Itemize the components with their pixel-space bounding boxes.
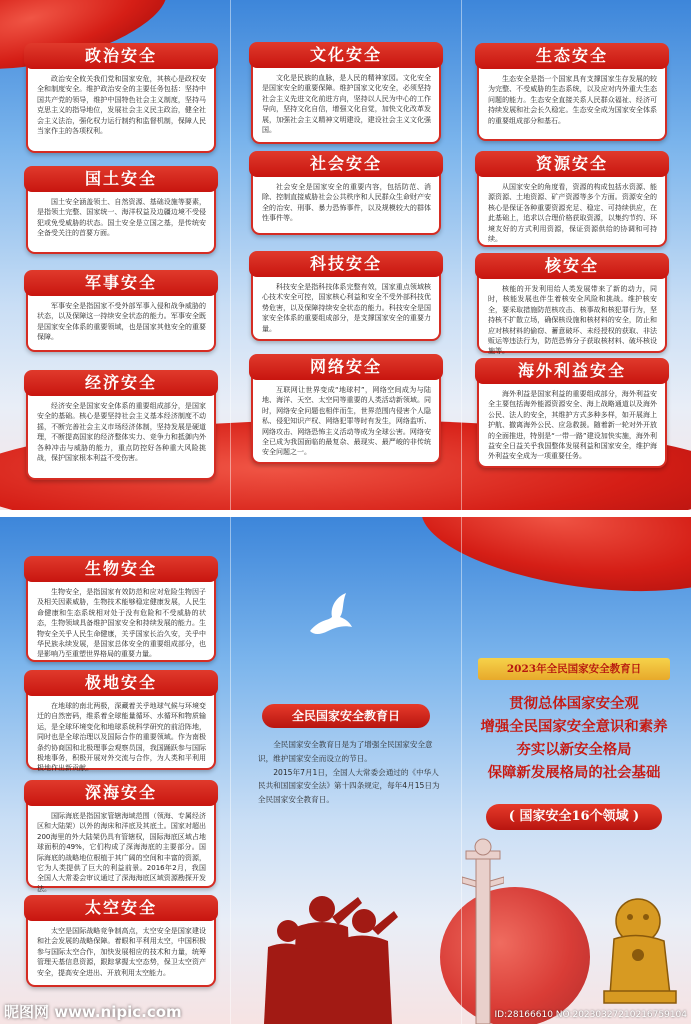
nipic-watermark-id: ID:28166610 NO:20230327210216759104 [494, 1010, 687, 1020]
card-network-security [251, 356, 441, 464]
card-title: 资源安全 [475, 151, 669, 177]
card-territorial-security [26, 168, 216, 254]
card-title: 政治安全 [24, 43, 218, 69]
card-body: 政治安全攸关我们党和国家安危，其核心是政权安全和制度安全。维护政治安全的主要任务包括：坚持中国共产党的领导，维护中国特色社会主义制度，坚持马克思主义的指导地位，发展社会主义民主政治，健全社会主义法治，强化权力运行制约和监督机制，保障人民当家作主的各项权利。 [37, 75, 206, 136]
card-title: 军事安全 [24, 270, 218, 296]
card-ecological-security [477, 45, 667, 141]
card-body: 经济安全是国家安全体系的重要组成部分，是国家安全的基础。核心是要坚持社会主义基本经济制度不动摇，不断完善社会主义市场经济体制，坚持发展是硬道理，不断提高国家的经济整体实力、竞争力和抵御内外各种冲击与威胁的能力，重点防控好各种重大风险挑战，保护国家根本利益不受伤害。 [37, 402, 206, 463]
education-day-text [258, 738, 444, 807]
golden-lion-icon [600, 895, 680, 1005]
slogan-line: 保障新发展格局的社会基础 [487, 764, 661, 781]
education-day-badge: 全民国家安全教育日 [262, 704, 430, 728]
card-resource-security [477, 153, 667, 247]
sheet-divider [0, 510, 691, 517]
card-body: 国土安全涵盖领土、自然资源、基础设施等要素，是指领土完整、国家统一、海洋权益及边疆边境不受侵犯或免受威胁的状态。国土安全是立国之基，是传统安全备受关注的首要方面。 [37, 198, 206, 238]
flag-decoration [414, 517, 691, 609]
card-body: 军事安全是指国家不受外部军事入侵和战争威胁的状态，以及保障这一持续安全状态的能力。军事安全既是国家安全体系的重要领域，也是国家其他安全的重要保障。 [37, 302, 206, 342]
card-body: 社会安全是国家安全的重要内容，包括防范、消除、控制直接威胁社会公共秩序和人民群众生命财产安全的治安、刑事、暴力恐怖事件，以及规模较大的群体性事件等。 [262, 183, 431, 223]
card-body: 科技安全是指科技体系完整有效，国家重点领域核心技术安全可控，国家核心利益和安全不受外部科技优势危害，以及保障持续安全状态的能力。科技安全是国家安全体系的重要组成部分，是支撑国家安全的重要力量。 [262, 283, 431, 333]
fold-line [230, 517, 231, 1024]
card-body: 太空是国际战略竞争制高点，太空安全是国家建设和社会发展的战略保障。着眼和平利用太空，中国积极参与国际太空合作，加快发展相应的技术和力量，统筹管理天基信息资源，跟踪掌握太空态势，保卫太空资产安全，提高安全进出、开放利用太空能力。 [37, 927, 206, 977]
card-title: 国土安全 [24, 166, 218, 192]
card-title: 极地安全 [24, 670, 218, 696]
card-body: 文化是民族的血脉，是人民的精神家园。文化安全是国家安全的重要保障。维护国家文化安全，必须坚持社会主义先进文化前进方向，坚持以人民为中心的工作导向，坚持文化自信，增强文化自觉，加快文化改革发展，加强社会主义精神文明建设，建设社会主义文化强国。 [262, 74, 431, 135]
card-biosecurity [26, 558, 216, 662]
fold-line [461, 0, 462, 510]
card-overseas-interest-security [477, 360, 667, 468]
card-political-security [26, 45, 216, 153]
slogan-line: 增强全民国家安全意识和素养 [480, 718, 668, 735]
card-nuclear-security [477, 255, 667, 356]
card-body: 在地球的南北两极，深藏着关乎地球气候与环境变迁的自然密码，维系着全球能量循环、水循环和物质输运，是全球环境变化和地球系统科学研究的前沿阵地，同时也是全球治理以及国际合作的重要领域。作为南极条约协商国和北极理事会观察员国，我国踊跃参与国际极地事务，积极开展对外交流与合作，为人类和平利用极地作出新贡献。 [37, 702, 206, 773]
dove-icon [306, 591, 356, 641]
card-body: 核能的开发利用给人类发展带来了新的动力，同时，核能发展也伴生着核安全风险和挑战。维护核安全，要采取措施防范核攻击、核事故和核犯罪行为，坚持核不扩散立场，确保核设施和核材料的安全，防止和应对核材料的偷窃、蓄意破坏、未经授权的获取、非法贩运等违法行为，防范恐怖分子获取核材料、破坏核设施等。 [488, 285, 657, 356]
fold-line [230, 0, 231, 510]
card-military-security [26, 272, 216, 352]
saluting-figures-icon [262, 887, 412, 1024]
card-title: 核安全 [475, 253, 669, 279]
huabiao-pillar-icon [462, 837, 504, 1024]
card-title: 经济安全 [24, 370, 218, 396]
card-social-security [251, 153, 441, 235]
card-title: 生物安全 [24, 556, 218, 582]
card-cultural-security [251, 44, 441, 144]
cover-banner: 2023年全民国家安全教育日 [478, 658, 670, 680]
card-title: 文化安全 [249, 42, 443, 68]
card-body: 从国家安全的角度看，资源的构成包括水资源、能源资源、土地资源、矿产资源等多个方面。资源安全的核心是保证各种重要资源充足、稳定、可持续供应，在此基础上，追求以合理价格获取资源，以集约节约、环境友好的方式利用资源，保证资源供给的协调和可持续。 [488, 183, 657, 244]
card-deep-sea-security [26, 782, 216, 893]
card-title: 网络安全 [249, 354, 443, 380]
slogan-line: 夯实以新安全格局 [516, 741, 632, 758]
card-title: 太空安全 [24, 895, 218, 921]
paragraph: 全民国家安全教育日是为了增强全民国家安全意识，维护国家安全而设立的节日。 [258, 740, 433, 763]
paragraph: 2015年7月1日，全国人大常委会通过的《中华人民共和国国家安全法》第十四条规定，每年4月15日为全民国家安全教育日。 [258, 767, 440, 805]
card-body: 海外利益是国家利益的重要组成部分，海外利益安全主要包括海外能源资源安全、海上战略通道以及海外公民、法人的安全，其维护方式多种多样，如开展海上护航、撤离海外公民、应急救援。随着新一轮对外开放的全面推进，特别是“一带一路”建设加快实施，海外利益安全日益关乎我国整体发展利益和国家安全，维护海外利益安全成为一项重要任务。 [488, 390, 657, 461]
card-body: 生态安全是指一个国家具有支撑国家生存发展的较为完整、不受威胁的生态系统，以及应对内外重大生态问题的能力。生态安全直接关系人民群众福祉、经济可持续发展和社会长久稳定。生态安全成为国家安全体系的重要组成部分和基石。 [488, 75, 657, 125]
card-body: 国际海底是指国家管辖海域范围（领海、专属经济区和大陆架）以外的海床和洋底及其底土。国家对超出200海里的外大陆架仍具有管辖权，国际海底区域占地球面积的49%，它们构成了深海海底的主要部分。国际海底的战略地位根植于其广阔的空间和丰富的资源，它为人类提供了巨大的利益前景。2016年2月，我国全国人大常委会审议通过了深海海底区域资源勘探开发法。 [37, 812, 206, 893]
card-title: 社会安全 [249, 151, 443, 177]
nipic-watermark-logo: 昵图网 www.nipic.com [4, 1003, 182, 1021]
cover-slogans [468, 692, 680, 784]
card-body: 互联网让世界变成“地球村”，网络空间成为与陆地、海洋、天空、太空同等重要的人类活动新领域。同时，网络安全问题也相伴而生，世界范围内侵害个人隐私、侵犯知识产权、网络犯罪等时有发生，网络监听、网络攻击、网络恐怖主义活动等成为全球公害。网络安全已成为我国面临的最复杂、最现实、最严峻的非传统安全问题之一。 [262, 386, 431, 457]
card-space-security [26, 897, 216, 987]
card-tech-security [251, 253, 441, 341]
card-body: 生物安全，是指国家有效防范和应对危险生物因子及相关因素威胁，生物技术能够稳定健康发展，人民生命健康和生态系统相对处于没有危险和不受威胁的状态，生物领域具备维护国家安全和持续发展的能力。生物安全关乎人民生命健康，关乎国家长治久安，关乎中华民族永续发展，是国家总体安全的重要组成部分，也是影响乃至重塑世界格局的重要力量。 [37, 588, 206, 659]
card-title: 生态安全 [475, 43, 669, 69]
card-polar-security [26, 672, 216, 773]
slogan-line: 贯彻总体国家安全观 [509, 695, 639, 712]
sixteen-domains-pill: ( 国家安全16个领域 ) [486, 804, 662, 830]
card-economic-security [26, 372, 216, 480]
card-title: 深海安全 [24, 780, 218, 806]
card-title: 海外利益安全 [475, 358, 669, 384]
card-title: 科技安全 [249, 251, 443, 277]
